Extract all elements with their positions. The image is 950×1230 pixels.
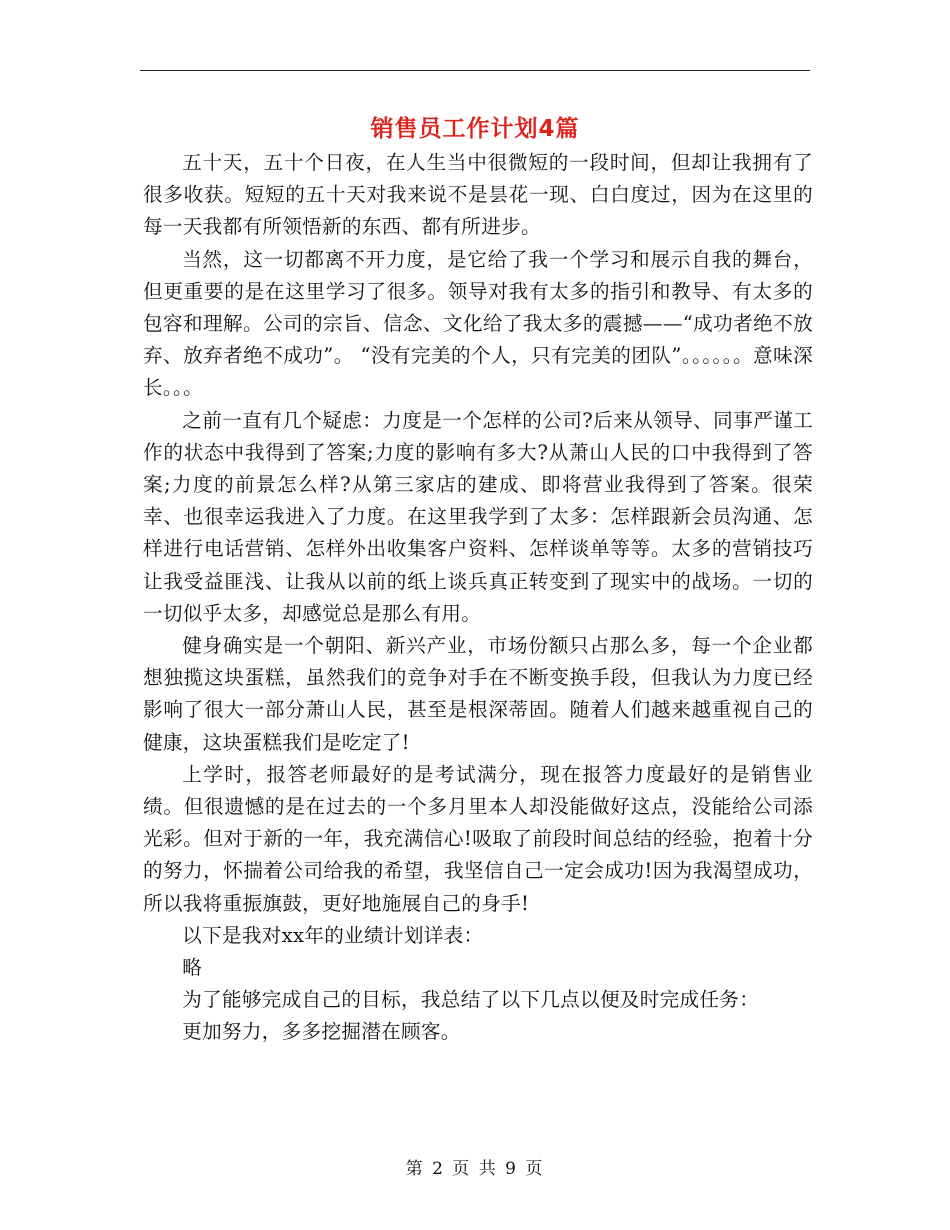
paragraph: 健身确实是一个朝阳、新兴产业，市场份额只占那么多，每一个企业都想独揽这块蛋糕，虽然我们的竞争对手在不断变换手段，但我认为力度已经影响了很大一部分萧山人民，甚至是根深蒂固。随着人们越来越重视自己的健康，这块蛋糕我们是吃定了! (143, 634, 813, 754)
document-body (143, 147, 813, 1049)
paragraph: 略 (182, 956, 203, 980)
paragraph: 当然，这一切都离不开力度，是它给了我一个学习和展示自我的舞台，但更重要的是在这里学习了很多。领导对我有太多的指引和教导、有太多的包容和理解。公司的宗旨、信念、文化给了我太多的震撼——“成功者绝不放弃、放弃者绝不成功”。 “没有完美的个人，只有完美的团队”。。。。。。意味深长。。。 (143, 247, 813, 400)
paragraph: 五十天，五十个日夜，在人生当中很微短的一段时间，但却让我拥有了很多收获。短短的五十天对我来说不是昙花一现、白白度过，因为在这里的每一天我都有所领悟新的东西、都有所进步。 (143, 151, 813, 239)
paragraph: 以下是我对xx年的业绩计划详表： (182, 923, 484, 947)
paragraph: 为了能够完成自己的目标，我总结了以下几点以便及时完成任务： (182, 988, 760, 1012)
paragraph: 之前一直有几个疑虑：力度是一个怎样的公司?后来从领导、同事严谨工作的状态中我得到了答案;力度的影响有多大?从萧山人民的口中我得到了答案;力度的前景怎么样?从第三家店的建成、即将营业我得到了答案。很荣幸、也很幸运我进入了力度。在这里我学到了太多：怎样跟新会员沟通、怎样进行电话营销、怎样外出收集客户资料、怎样谈单等等。太多的营销技巧让我受益匪浅、让我从以前的纸上谈兵真正转变到了现实中的战场。一切的一切似乎太多，却感觉总是那么有用。 (143, 408, 813, 625)
document-title: 销售员工作计划4篇 (370, 116, 580, 142)
page-number-footer: 第 2 页 共 9 页 (405, 1159, 545, 1179)
paragraph: 更加努力，多多挖掘潜在顾客。 (182, 1020, 461, 1044)
paragraph: 上学时，报答老师最好的是考试满分，现在报答力度最好的是销售业绩。但很遗憾的是在过去的一个多月里本人却没能做好这点，没能给公司添光彩。但对于新的一年，我充满信心!吸取了前段时间总结的经验，抱着十分的努力，怀揣着公司给我的希望，我坚信自己一定会成功!因为我渴望成功，所以我将重振旗鼓，更好地施展自己的身手! (143, 762, 813, 915)
header-rule (140, 70, 810, 71)
